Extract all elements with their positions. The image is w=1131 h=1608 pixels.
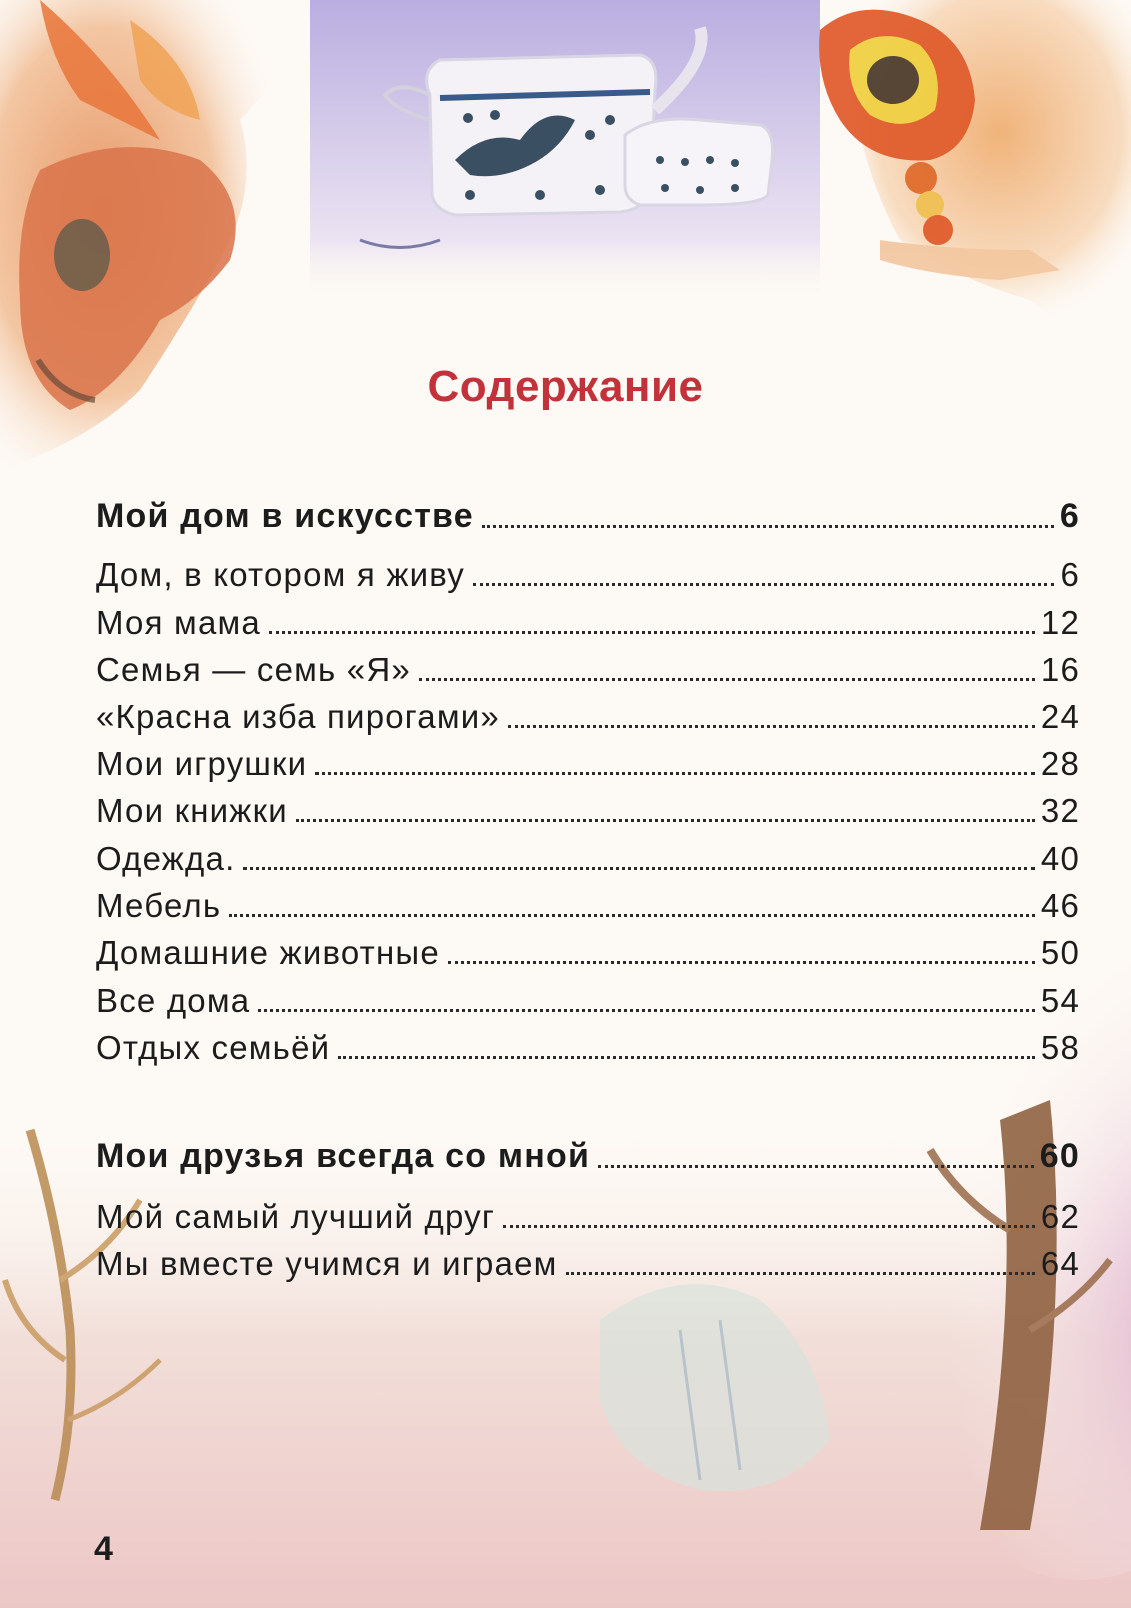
- toc-dot-leader: [338, 1056, 1035, 1059]
- toc-dot-leader: [503, 1225, 1035, 1228]
- toc-entry-row[interactable]: [96, 926, 1080, 972]
- toc-entry-page: 6: [1060, 556, 1080, 593]
- toc-dot-leader: [473, 583, 1054, 586]
- toc-entry-label: Все дома: [96, 982, 251, 1019]
- toc-entry-row[interactable]: [96, 596, 1080, 642]
- toc-entry-label: Мои книжки: [96, 792, 288, 829]
- toc-entry-row[interactable]: [96, 548, 1080, 594]
- toc-section-row[interactable]: [96, 1130, 1080, 1176]
- toc-entry-label: Дом, в котором я живу: [96, 556, 465, 593]
- toc-entry-row[interactable]: [96, 974, 1080, 1020]
- toc-entry-row[interactable]: [96, 737, 1080, 783]
- toc-entry-label: Мои друзья всегда со мной: [96, 1137, 591, 1175]
- toc-entry-row[interactable]: [96, 832, 1080, 878]
- toc-entry-page: 46: [1040, 887, 1080, 924]
- toc-entry-page: 24: [1040, 698, 1080, 735]
- toc-section-row[interactable]: [96, 490, 1080, 536]
- toc-entry-row[interactable]: [96, 1237, 1080, 1283]
- toc-entry-label: Одежда.: [96, 840, 236, 877]
- toc-dot-leader: [229, 914, 1035, 917]
- toc-entry-row[interactable]: [96, 690, 1080, 736]
- toc-dot-leader: [315, 772, 1035, 775]
- toc-entry-label: Мой самый лучший друг: [96, 1198, 496, 1235]
- toc-entry-page: 28: [1040, 745, 1080, 782]
- toc-dot-leader: [419, 678, 1035, 681]
- toc-entry-row[interactable]: [96, 879, 1080, 925]
- toc-entry-page: 32: [1040, 792, 1080, 829]
- toc-entry-label: Семья — семь «Я»: [96, 651, 411, 688]
- toc-dot-leader: [296, 819, 1035, 822]
- toc-entry-label: «Красна изба пирогами»: [96, 698, 500, 735]
- toc-entry-label: Отдых семьёй: [96, 1029, 331, 1066]
- toc-entry-label: Мы вместе учимся и играем: [96, 1245, 558, 1282]
- page-number: 4: [94, 1530, 113, 1568]
- toc-entry-page: 64: [1040, 1245, 1080, 1282]
- toc-entry-label: Мой дом в искусстве: [96, 497, 474, 535]
- toc-entry-page: 12: [1040, 604, 1080, 641]
- toc-dot-leader: [243, 867, 1034, 870]
- toc-dot-leader: [508, 725, 1035, 728]
- toc-entry-page: 40: [1040, 840, 1080, 877]
- toc-entry-row[interactable]: [96, 643, 1080, 689]
- toc-entry-row[interactable]: [96, 784, 1080, 830]
- toc-dot-leader: [482, 525, 1054, 528]
- toc-entry-page: 60: [1039, 1137, 1080, 1175]
- toc-entry-label: Моя мама: [96, 604, 261, 641]
- toc-dot-leader: [448, 961, 1035, 964]
- page-title: Содержание: [427, 362, 704, 411]
- toc-entry-row[interactable]: [96, 1021, 1080, 1067]
- toc-entry-page: 54: [1040, 982, 1080, 1019]
- toc-entry-row[interactable]: [96, 1190, 1080, 1236]
- toc-entry-page: 58: [1040, 1029, 1080, 1066]
- toc-entry-page: 50: [1040, 934, 1080, 971]
- toc-dot-leader: [598, 1165, 1034, 1168]
- toc-entry-page: 16: [1040, 651, 1080, 688]
- toc-entry-label: Мои игрушки: [96, 745, 308, 782]
- toc-entry-label: Мебель: [96, 887, 222, 924]
- toc-entry-page: 62: [1040, 1198, 1080, 1235]
- toc-entry-page: 6: [1059, 497, 1080, 535]
- toc-dot-leader: [269, 631, 1035, 634]
- toc-entry-label: Домашние животные: [96, 934, 440, 971]
- toc-dot-leader: [258, 1009, 1035, 1012]
- toc-dot-leader: [566, 1272, 1035, 1275]
